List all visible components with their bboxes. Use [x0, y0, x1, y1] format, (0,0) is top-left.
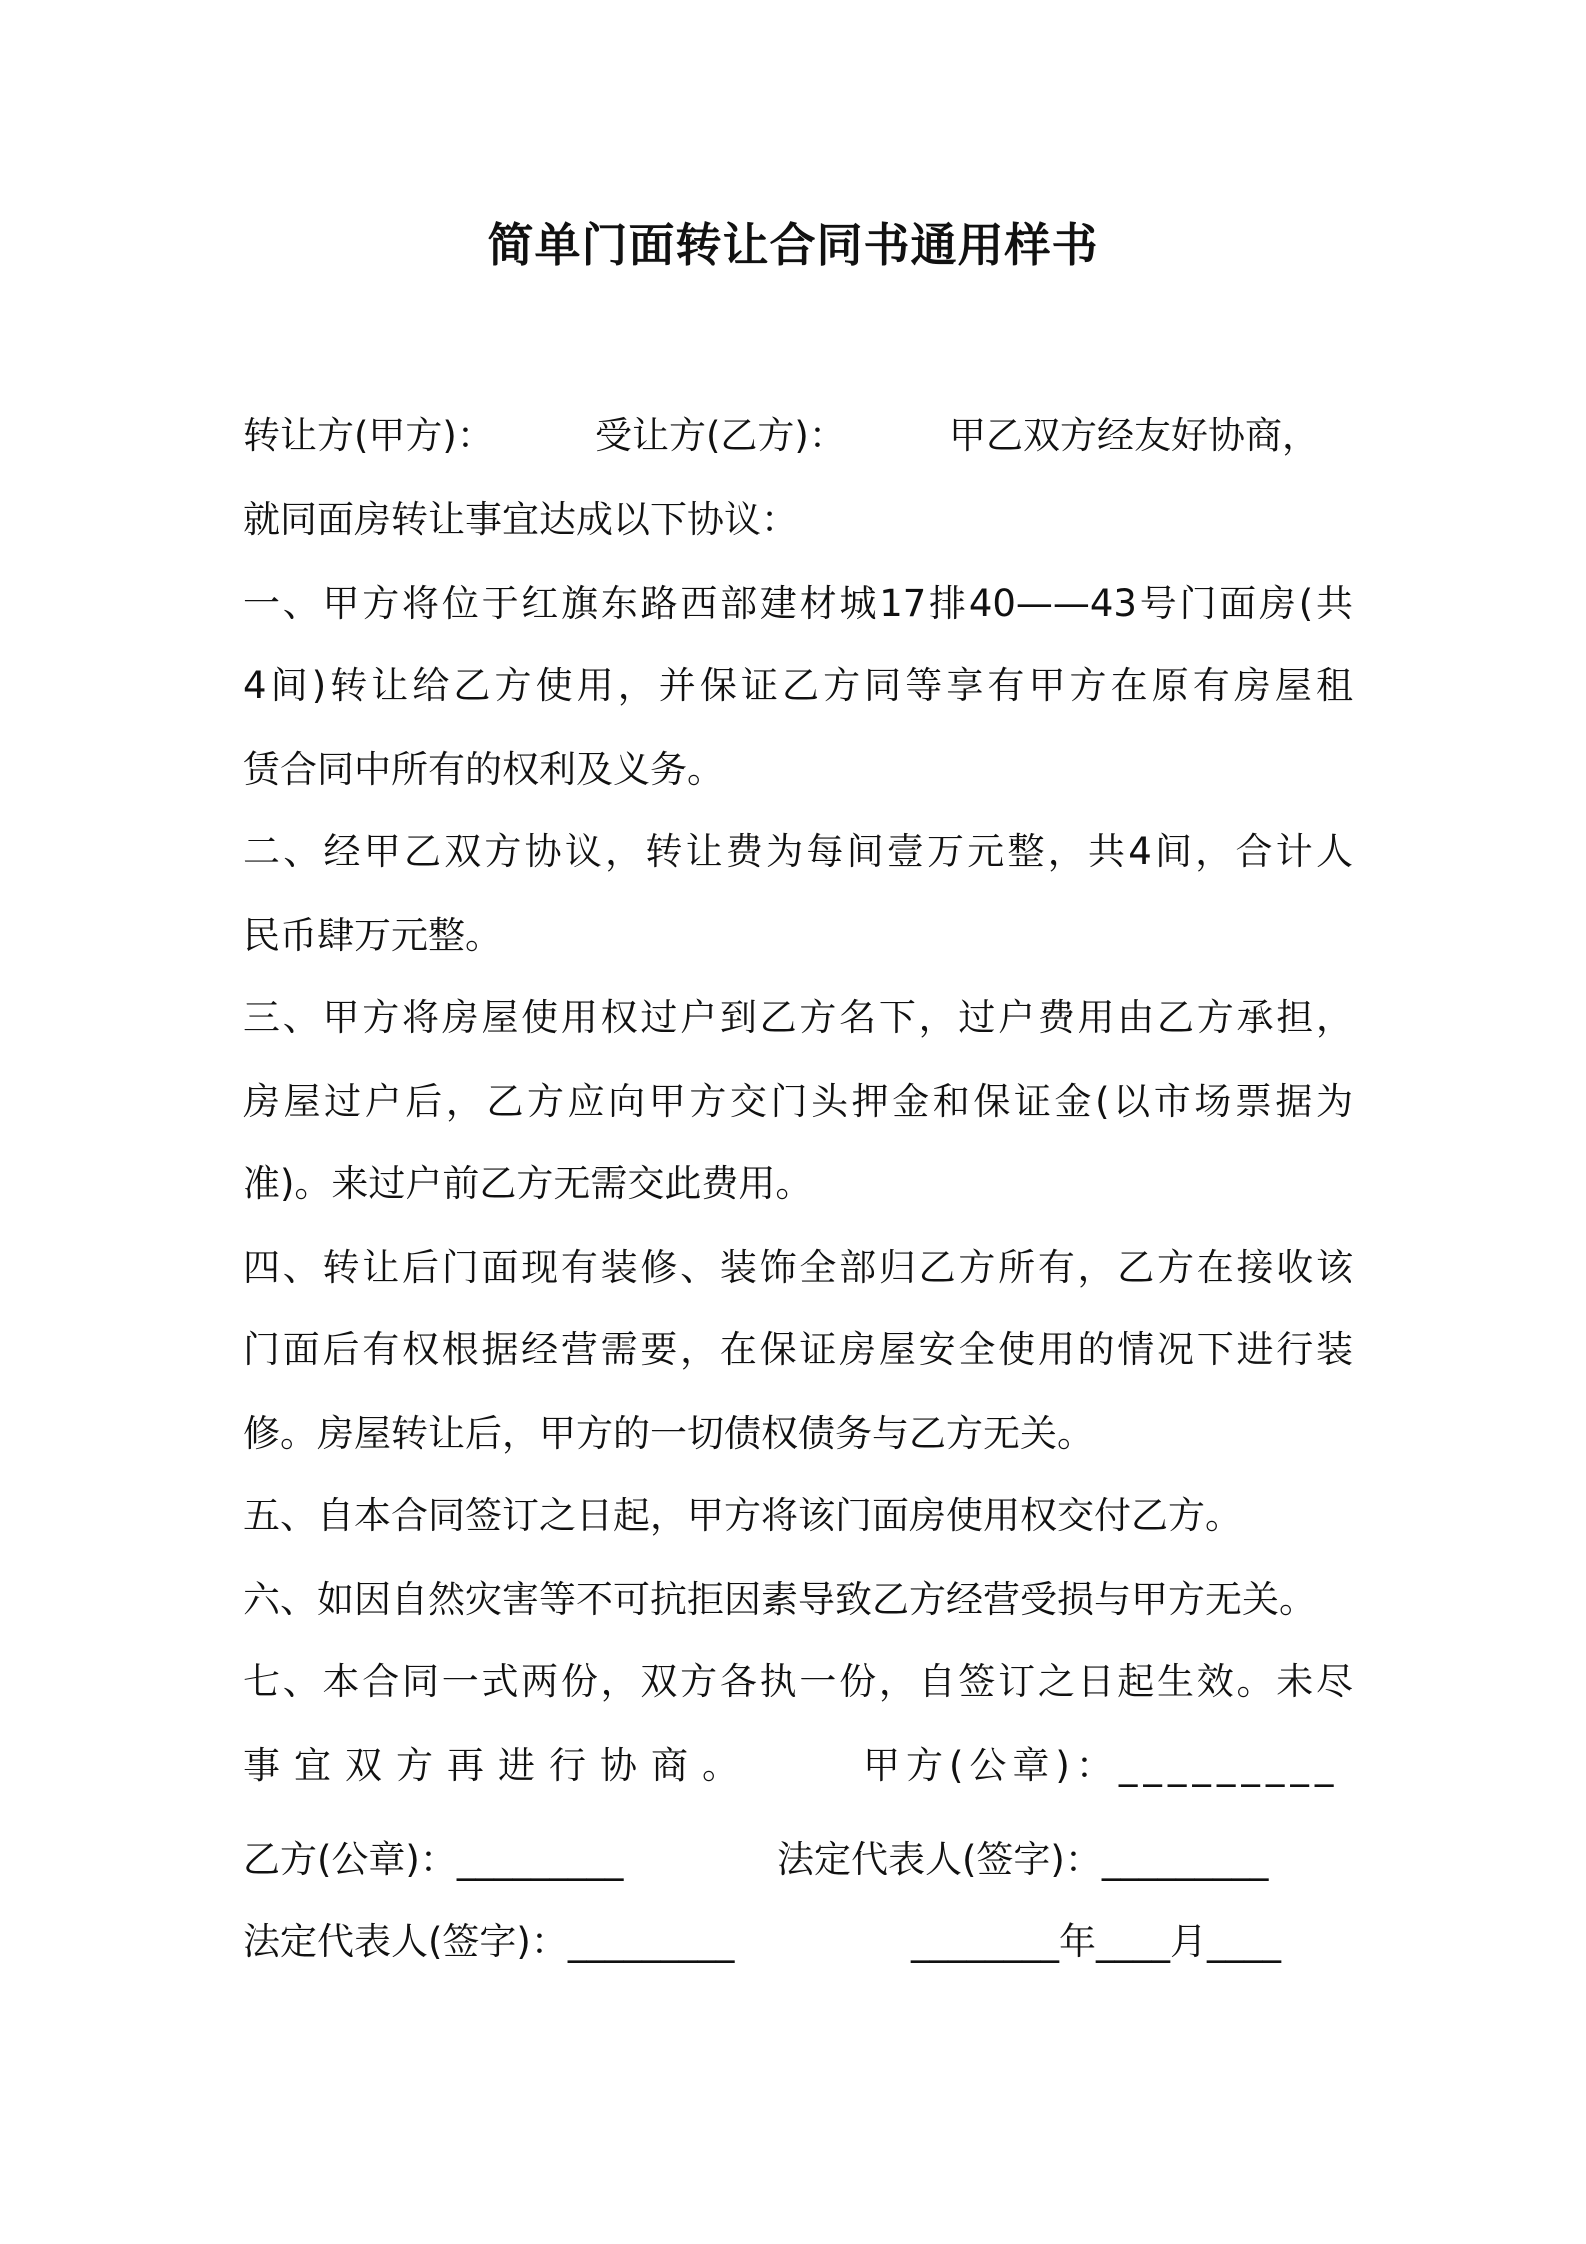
- clause-5-line-1: 五、自本合同签订之日起，甲方将该门面房使用权交付乙方。: [243, 1494, 1242, 1537]
- clause-2-line-1: 二、经甲乙双方协议，转让费为每间壹万元整，共4间，合计人: [243, 830, 1353, 873]
- clause-4-line-2: 门面后有权根据经营需要，在保证房屋安全使用的情况下进行装: [243, 1328, 1353, 1371]
- clause-4-line-1: 四、转让后门面现有装修、装饰全部归乙方所有，乙方在接收该: [243, 1246, 1353, 1289]
- legal-rep-b: 法定代表人(签字)：_________: [243, 1920, 735, 1963]
- signature-row-1: [243, 1836, 1353, 1884]
- intro-end: 就同面房转让事宜达成以下协议：: [243, 498, 798, 541]
- clause-1-line-2: 4间)转让给乙方使用，并保证乙方同等享有甲方在原有房屋租: [243, 664, 1353, 707]
- clause-7-line-2-row: [243, 1742, 1353, 1790]
- sign-date: ________年____月____: [911, 1920, 1281, 1963]
- clause-3-line-3: 准)。来过户前乙方无需交此费用。: [243, 1162, 813, 1205]
- signature-row-2: [243, 1918, 1353, 1966]
- clause-1-line-3: 赁合同中所有的权利及义务。: [243, 748, 724, 791]
- transferee-label: 受让方(乙方)：: [595, 414, 846, 457]
- intro-start: 甲乙双方经友好协商，: [949, 414, 1319, 457]
- party-b-seal: 乙方(公章)：_________: [243, 1838, 624, 1881]
- header-parties-row: [243, 412, 1353, 460]
- clause-7-line-2: 事宜双方再进行协商。: [243, 1744, 753, 1787]
- clause-7-line-1: 七、本合同一式两份，双方各执一份，自签订之日起生效。未尽: [243, 1660, 1353, 1703]
- clause-6-line-1: 六、如因自然灾害等不可抗拒因素导致乙方经营受损与甲方无关。: [243, 1578, 1316, 1621]
- clause-3-line-2: 房屋过户后，乙方应向甲方交门头押金和保证金(以市场票据为: [243, 1080, 1353, 1123]
- clause-1-line-1: 一、甲方将位于红旗东路西部建材城17排40——43号门面房(共: [243, 582, 1353, 625]
- clause-2-line-2: 民币肆万元整。: [243, 914, 502, 957]
- clause-4-line-3: 修。房屋转让后，甲方的一切债权债务与乙方无关。: [243, 1412, 1094, 1455]
- document-title: 简单门面转让合同书通用样书: [487, 218, 1099, 272]
- party-a-seal: 甲方(公章)：_________: [863, 1744, 1340, 1787]
- clause-3-line-1: 三、甲方将房屋使用权过户到乙方名下，过户费用由乙方承担，: [243, 996, 1353, 1039]
- legal-rep-a: 法定代表人(签字)：_________: [777, 1838, 1269, 1881]
- transferor-label: 转让方(甲方)：: [243, 414, 494, 457]
